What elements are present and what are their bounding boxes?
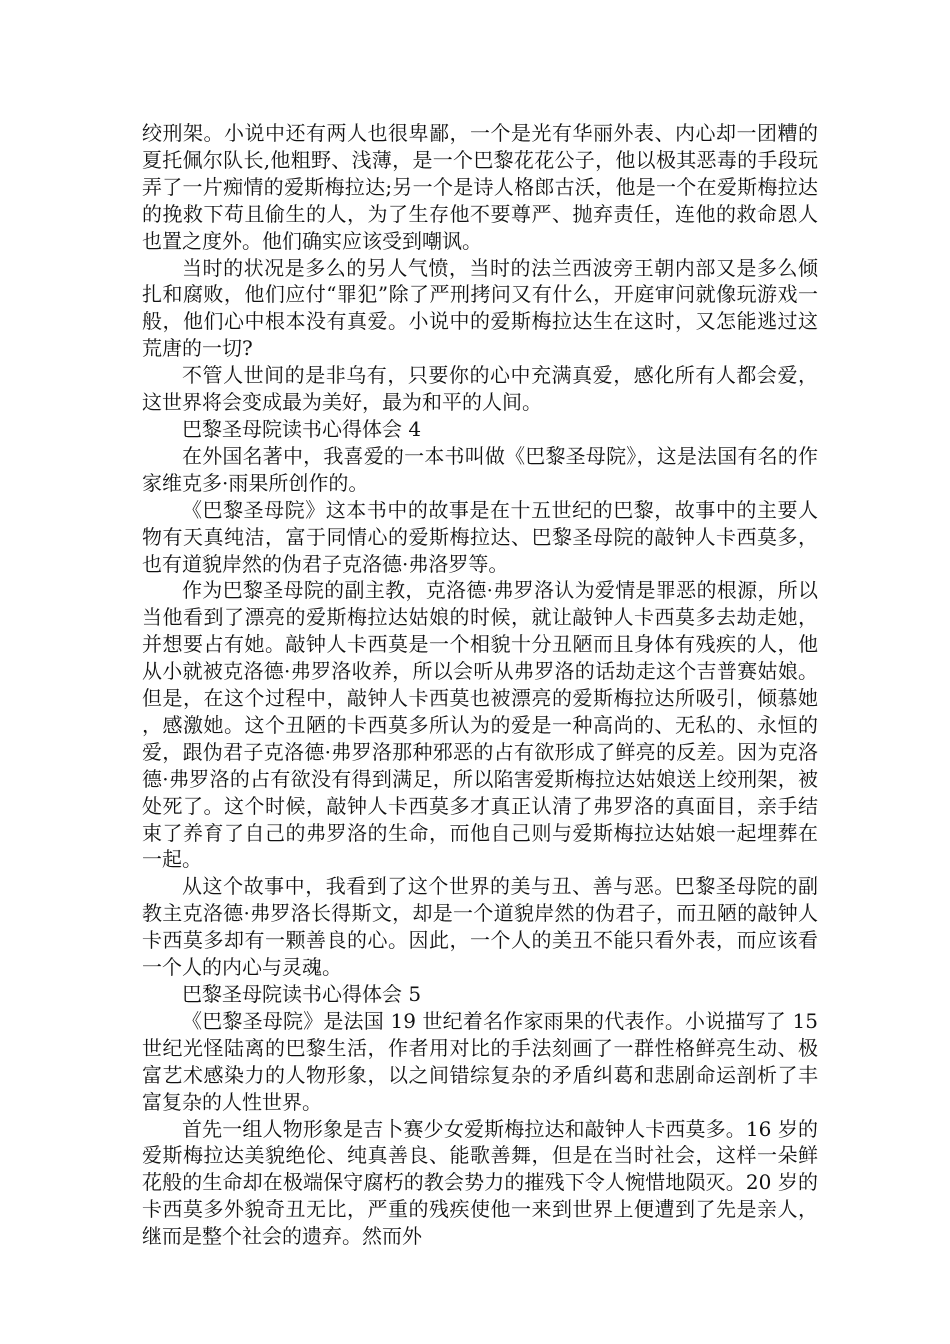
paragraph-8: 从这个故事中，我看到了这个世界的美与丑、善与恶。巴黎圣母院的副教主克洛德·弗罗洛长得斯文，却是一个道貌岸然的伪君子，而丑陋的敲钟人卡西莫多却有一颗善良的心。因此，一个人的美丑不能只看外表，而应该看一个人的内心与灵魂。 bbox=[142, 874, 818, 980]
document-page bbox=[142, 120, 818, 1250]
paragraph-3: 不管人世间的是非乌有，只要你的心中充满真爱，感化所有人都会爱，这世界将会变成最为美好，最为和平的人间。 bbox=[142, 363, 818, 415]
paragraph-6: 《巴黎圣母院》这本书中的故事是在十五世纪的巴黎，故事中的主要人物有天真纯洁，富于同情心的爱斯梅拉达、巴黎圣母院的敲钟人卡西莫多，也有道貌岸然的伪君子克洛德·弗洛罗等。 bbox=[142, 497, 818, 576]
paragraph-2: 当时的状况是多么的另人气愤，当时的法兰西波旁王朝内部又是多么倾扎和腐败，他们应付“罪犯”除了严刑拷问又有什么，开庭审问就像玩游戏一般，他们心中根本没有真爱。小说中的爱斯梅拉达生在这时，又怎能逃过这荒唐的一切? bbox=[142, 255, 818, 361]
paragraph-1: 绞刑架。小说中还有两人也很卑鄙，一个是光有华丽外表、内心却一团糟的夏托佩尔队长,他粗野、浅薄，是一个巴黎花花公子，他以极其恶毒的手段玩弄了一片痴情的爱斯梅拉达;另一个是诗人格郎古沃，他是一个在爱斯梅拉达的挽救下苟且偷生的人，为了生存他不要尊严、抛弃责任，连他的救命恩人也置之度外。他们确实应该受到嘲讽。 bbox=[142, 121, 818, 253]
section-heading-4: 巴黎圣母院读书心得体会 4 bbox=[182, 416, 422, 441]
paragraph-5: 在外国名著中，我喜爱的一本书叫做《巴黎圣母院》，这是法国有名的作家维克多·雨果所创作的。 bbox=[142, 443, 818, 495]
section-heading-5: 巴黎圣母院读书心得体会 5 bbox=[182, 982, 422, 1006]
paragraph-11: 首先一组人物形象是吉卜赛少女爱斯梅拉达和敲钟人卡西莫多。16 岁的爱斯梅拉达美貌绝伦、纯真善良、能歌善舞，但是在当时社会，这样一朵鲜花般的生命却在极端保守腐朽的教会势力的摧残下令人惋惜地陨灭。20 岁的卡西莫多外貌奇丑无比，严重的残疾使他一来到世界上便遭到了先是亲人，继而是整个社会的遗弃。然而外 bbox=[142, 1116, 818, 1249]
paragraph-7: 作为巴黎圣母院的副主教，克洛德·弗罗洛认为爱情是罪恶的根源，所以当他看到了漂亮的爱斯梅拉达姑娘的时候，就让敲钟人卡西莫多去劫走她，并想要占有她。敲钟人卡西莫是一个相貌十分丑陋而且身体有残疾的人，他从小就被克洛德·弗罗洛收养，所以会听从弗罗洛的话劫走这个吉普赛姑娘。但是，在这个过程中，敲钟人卡西莫也被漂亮的爱斯梅拉达所吸引，倾慕她，感激她。这个丑陋的卡西莫多所认为的爱是一种高尚的、无私的、永恒的爱，跟伪君子克洛德·弗罗洛那种邪恶的占有欲形成了鲜亮的反差。因为克洛德·弗罗洛的占有欲没有得到满足，所以陷害爱斯梅拉达姑娘送上绞刑架，被处死了。这个时候，敲钟人卡西莫多才真正认清了弗罗洛的真面目，亲手结束了养育了自己的弗罗洛的生命，而他自己则与爱斯梅拉达姑娘一起埋葬在一起。 bbox=[142, 578, 818, 872]
paragraph-10: 《巴黎圣母院》是法国 19 世纪着名作家雨果的代表作。小说描写了 15 世纪光怪陆离的巴黎生活，作者用对比的手法刻画了一群性格鲜亮生动、极富艺术感染力的人物形象，以之间错综复杂的矛盾纠葛和悲剧命运剖析了丰富复杂的人性世界。 bbox=[142, 1008, 818, 1114]
